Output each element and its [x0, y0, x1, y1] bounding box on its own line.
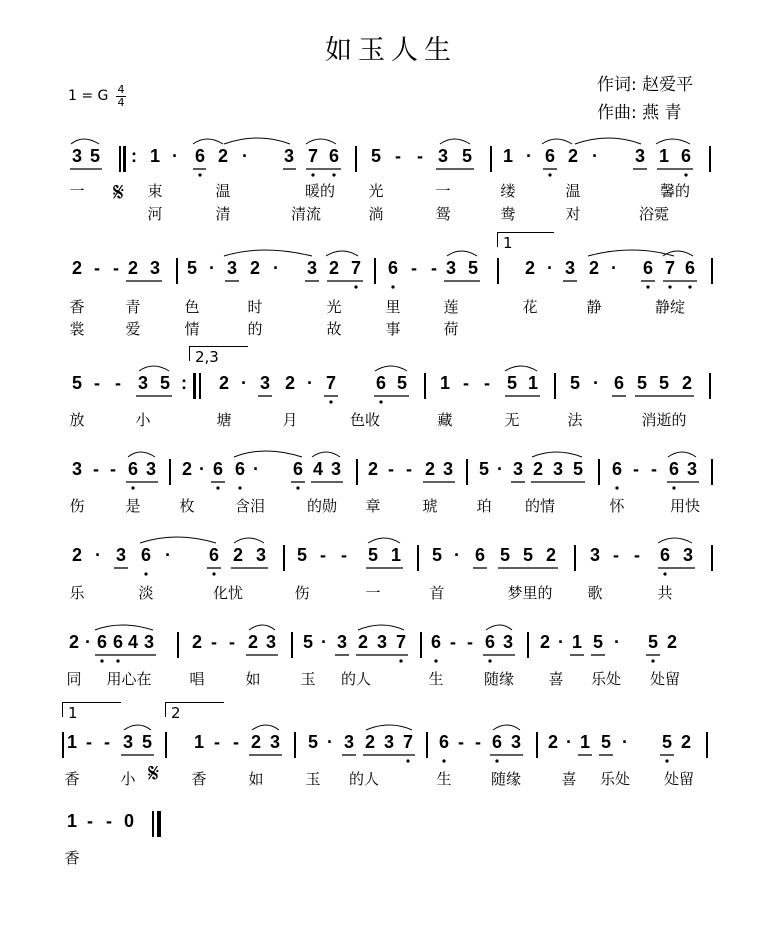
notes: 5 - - 3 5 : 2 · 3 2 · 7 6 5 1 - - 5 1 5 · 6 5 5 2: [0, 373, 782, 401]
page-title: 如玉人生: [325, 35, 457, 66]
notes: 1 - - 3 5 1 - - 2 3 5 · 3 2 3 7 6 - - 6 3 2 · 1 5 · 5 2: [0, 732, 782, 760]
segno-icon: 𝄋: [148, 759, 160, 789]
time-bottom: 4: [117, 96, 125, 109]
time-top: 4: [117, 83, 125, 96]
key-signature: 1 = G: [68, 88, 109, 104]
lyricist-credit: 作词: 赵爱平: [597, 75, 694, 95]
notes: 1 - - 0: [0, 811, 782, 839]
notes: 3 - - 6 3 2 · 6 6 · 6 4 3 2 - - 2 3 5 · 3 2 3 5 6 - - 6 3: [0, 459, 782, 487]
notes: 2 · 6 6 4 3 2 - - 2 3 5 · 3 2 3 7 6 - - 6 3 2 · 1 5 · 5 2: [0, 632, 782, 660]
segno-icon: 𝄋: [113, 178, 125, 208]
first-ending: 1: [497, 232, 554, 247]
time-signature: [116, 84, 126, 109]
notes: 3 5 : 1 · 6 2 · 3 7 6 5 - - 3 5 1 · 6 2 · 3 1 6: [0, 146, 782, 174]
composer-credit: 作曲: 燕 青: [597, 103, 682, 123]
second-third-ending: 2,3: [189, 346, 248, 361]
second-ending: 2: [165, 702, 224, 717]
notes: 2 - - 2 3 5 · 3 2 · 3 2 7 6 - - 3 5 2 · 3 2 · 6 7 6: [0, 258, 782, 286]
notes: 2 · 3 6 · 6 2 3 5 - - 5 1 5 · 6 5 5 2 3 - - 6 3: [0, 545, 782, 573]
first-ending-b: 1: [62, 702, 121, 717]
